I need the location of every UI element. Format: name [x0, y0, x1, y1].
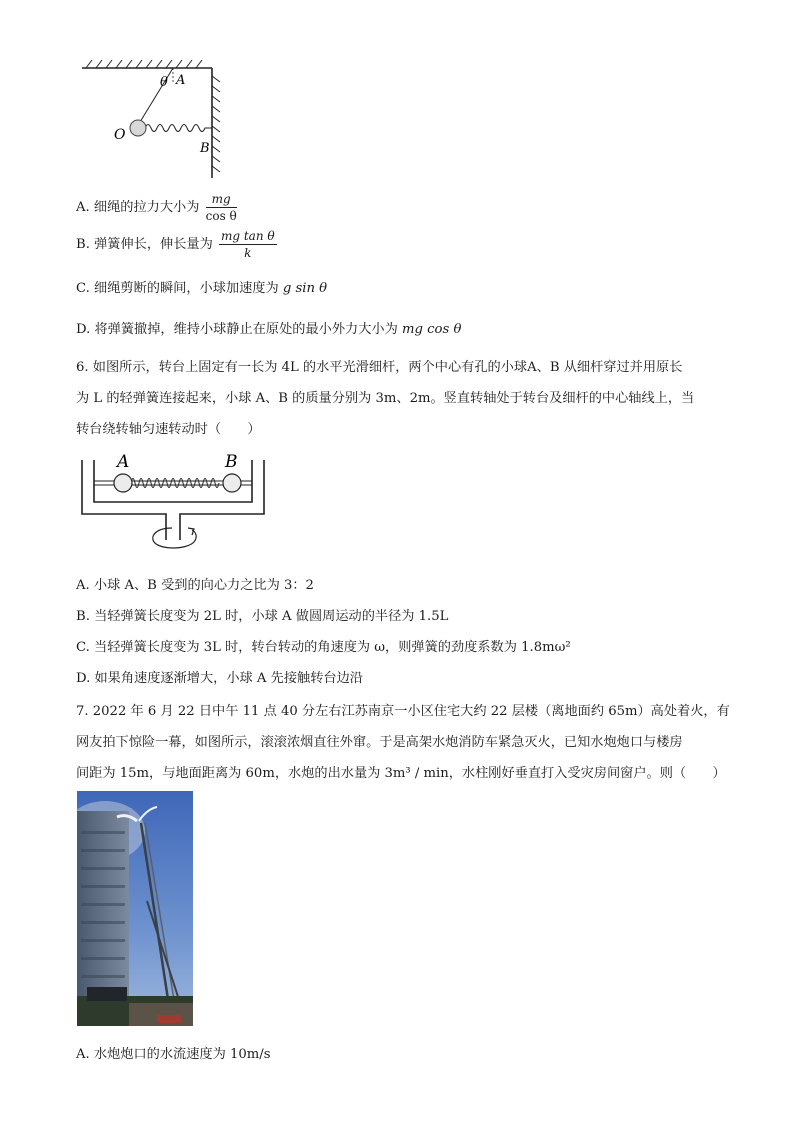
q6-stem-line2: 为 L 的轻弹簧连接起来，小球 A、B 的质量分别为 3m、2m。竖直转轴处于转台及细杆的中心轴线上，当	[76, 391, 695, 406]
q5-option-a: A. 细绳的拉力大小为 $\frac{mg}{\text{cos θ}}$	[76, 192, 237, 223]
q6-option-c: C. 当轻弹簧长度变为 3L 时，转台转动的角速度为 ω，则弹簧的劲度系数为 1.8mω²	[76, 640, 571, 655]
expr-mg-cos: mg cos θ	[402, 322, 462, 337]
label-ball-a: A	[117, 452, 130, 472]
q6-option-a: A. 小球 A、B 受到的向心力之比为 3：2	[76, 578, 314, 593]
q5-option-d: D. 将弹簧撤掉，维持小球静止在原处的最小外力大小为 mg cos θ	[76, 322, 462, 337]
label-A: A	[176, 73, 186, 88]
fig-turntable	[76, 448, 276, 558]
q5-option-b: B. 弹簧伸长，伸长量为 $\frac{\text{mg tan θ}}{k}$	[76, 229, 275, 260]
label-O: O	[114, 127, 126, 143]
fig-pendulum-spring	[76, 56, 226, 181]
label-theta: θ	[160, 75, 168, 90]
q6-option-b: B. 当轻弹簧长度变为 2L 时，小球 A 做圆周运动的半径为 1.5L	[76, 609, 449, 624]
label-ball-b: B	[225, 452, 238, 472]
q6-stem-line3: 转台绕转轴匀速转动时（ ）	[76, 422, 261, 437]
fraction-mgtan-over-k: $\frac{\text{mg tan θ}}{k}$	[220, 229, 275, 260]
q7-option-a: A. 水炮炮口的水流速度为 10m/s	[76, 1047, 271, 1062]
fraction-mg-over-cos: $\frac{mg}{\text{cos θ}}$	[205, 192, 237, 223]
q6-stem-line1: 6. 如图所示，转台上固定有一长为 4L 的水平光滑细杆，两个中心有孔的小球A、B 从细杆穿过并用原长	[76, 360, 683, 375]
q7-stem-line2: 网友拍下惊险一幕，如图所示，滚滚浓烟直往外窜。于是高架水炮消防车紧急灭火，已知水炮炮口与楼房	[76, 735, 683, 750]
label-B: B	[200, 141, 210, 156]
q6-option-d: D. 如果角速度逐渐增大，小球 A 先接触转台边沿	[76, 671, 363, 686]
expr-g-sin: g sin θ	[282, 281, 328, 296]
q7-stem-line3: 间距为 15m，与地面距离为 60m，水炮的出水量为 3m³ / min，水柱刚好垂直打入受灾房间窗户。则（ ）	[76, 766, 726, 781]
q5-option-c: C. 细绳剪断的瞬间，小球加速度为 g sin θ	[76, 281, 328, 296]
q7-stem-line1: 7. 2022 年 6 月 22 日中午 11 点 40 分左右江苏南京一小区住宅大约 22 层楼（离地面约 65m）高处着火，有	[76, 704, 730, 719]
fire-truck-photo	[77, 791, 193, 1026]
